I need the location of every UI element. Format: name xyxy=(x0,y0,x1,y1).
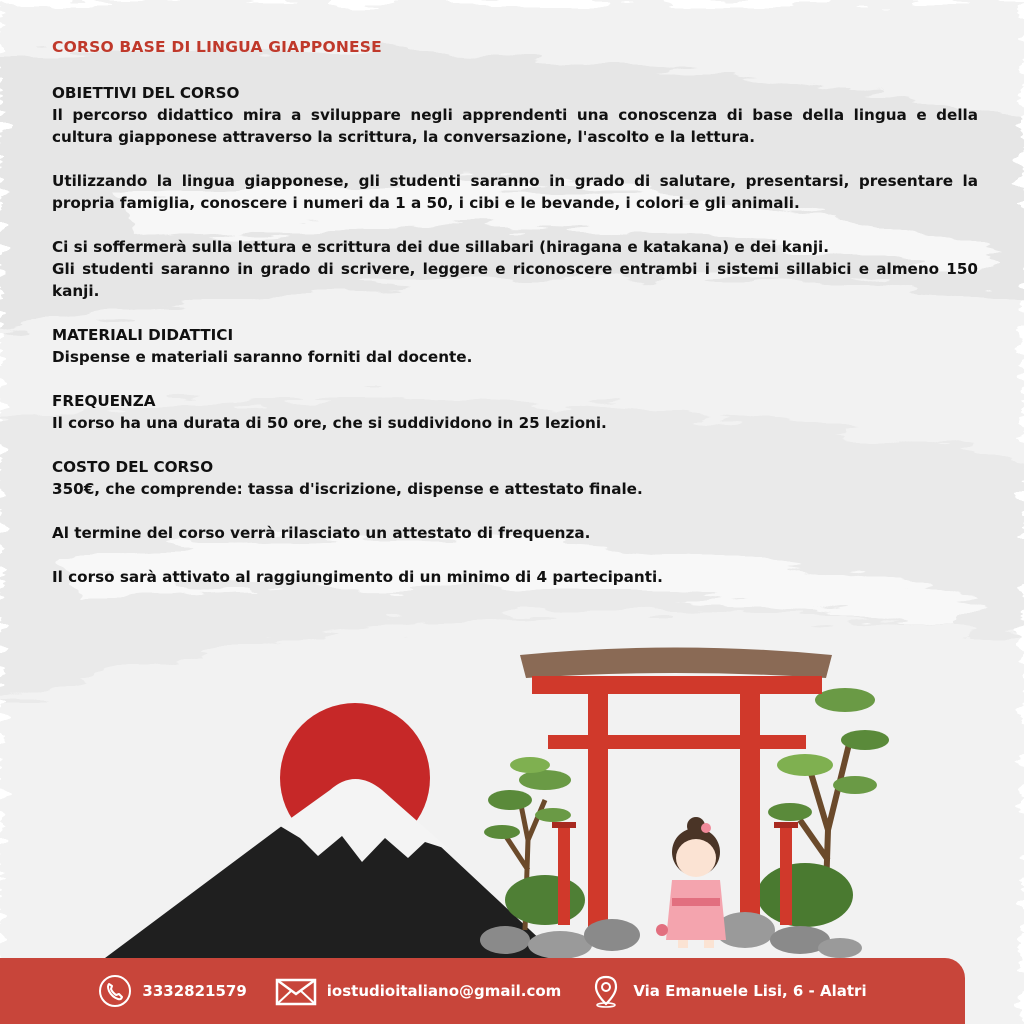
materials-text: Dispense e materiali saranno forniti dal docente. xyxy=(52,348,473,366)
objectives-heading: OBIETTIVI DEL CORSO xyxy=(52,84,240,102)
cost-heading: COSTO DEL CORSO xyxy=(52,458,214,476)
location-pin-icon xyxy=(589,974,623,1008)
materials-heading: MATERIALI DIDATTICI xyxy=(52,326,234,344)
mail-icon xyxy=(275,974,317,1008)
cost-text: 350€, che comprende: tassa d'iscrizione, dispense e attestato finale. xyxy=(52,480,643,498)
frequency-text: Il corso ha una durata di 50 ore, che si suddividono in 25 lezioni. xyxy=(52,414,607,432)
contact-footer xyxy=(0,958,965,1024)
frequency-heading: FREQUENZA xyxy=(52,392,156,410)
footer-email[interactable] xyxy=(275,974,562,1008)
phone-number[interactable]: 3332821579 xyxy=(142,982,247,1000)
objectives-paragraph-1: Il percorso didattico mira a sviluppare negli apprendenti una conoscenza di base della lingua e della cultura giapponese attraverso la scrittura, la conversazione, l'ascolto e la lettura. xyxy=(52,106,978,146)
street-address: Via Emanuele Lisi, 6 - Alatri xyxy=(633,982,867,1000)
phone-icon xyxy=(98,974,132,1008)
email-address[interactable]: iostudioitaliano@gmail.com xyxy=(326,982,562,1000)
course-title: CORSO BASE DI LINGUA GIAPPONESE xyxy=(52,38,382,56)
certificate-text: Al termine del corso verrà rilasciato un attestato di frequenza. xyxy=(52,524,591,542)
objectives-paragraph-3a: Ci si soffermerà sulla lettura e scrittura dei due sillabari (hiragana e katakana) e dei kanji. xyxy=(52,238,830,256)
footer-address xyxy=(589,974,866,1008)
footer-phone[interactable] xyxy=(98,974,246,1008)
objectives-paragraph-2: Utilizzando la lingua giapponese, gli studenti saranno in grado di salutare, presentarsi, presentare la propria famiglia, conoscere i numeri da 1 a 50, i cibi e le bevande, i colori e gli animali. xyxy=(52,172,978,212)
objectives-paragraph-3b: Gli studenti saranno in grado di scrivere, leggere e riconoscere entrambi i sistemi sillabici e almeno 150 kanji. xyxy=(52,260,978,300)
course-content xyxy=(52,36,978,588)
minimum-participants-text: Il corso sarà attivato al raggiungimento di un minimo di 4 partecipanti. xyxy=(52,568,663,586)
